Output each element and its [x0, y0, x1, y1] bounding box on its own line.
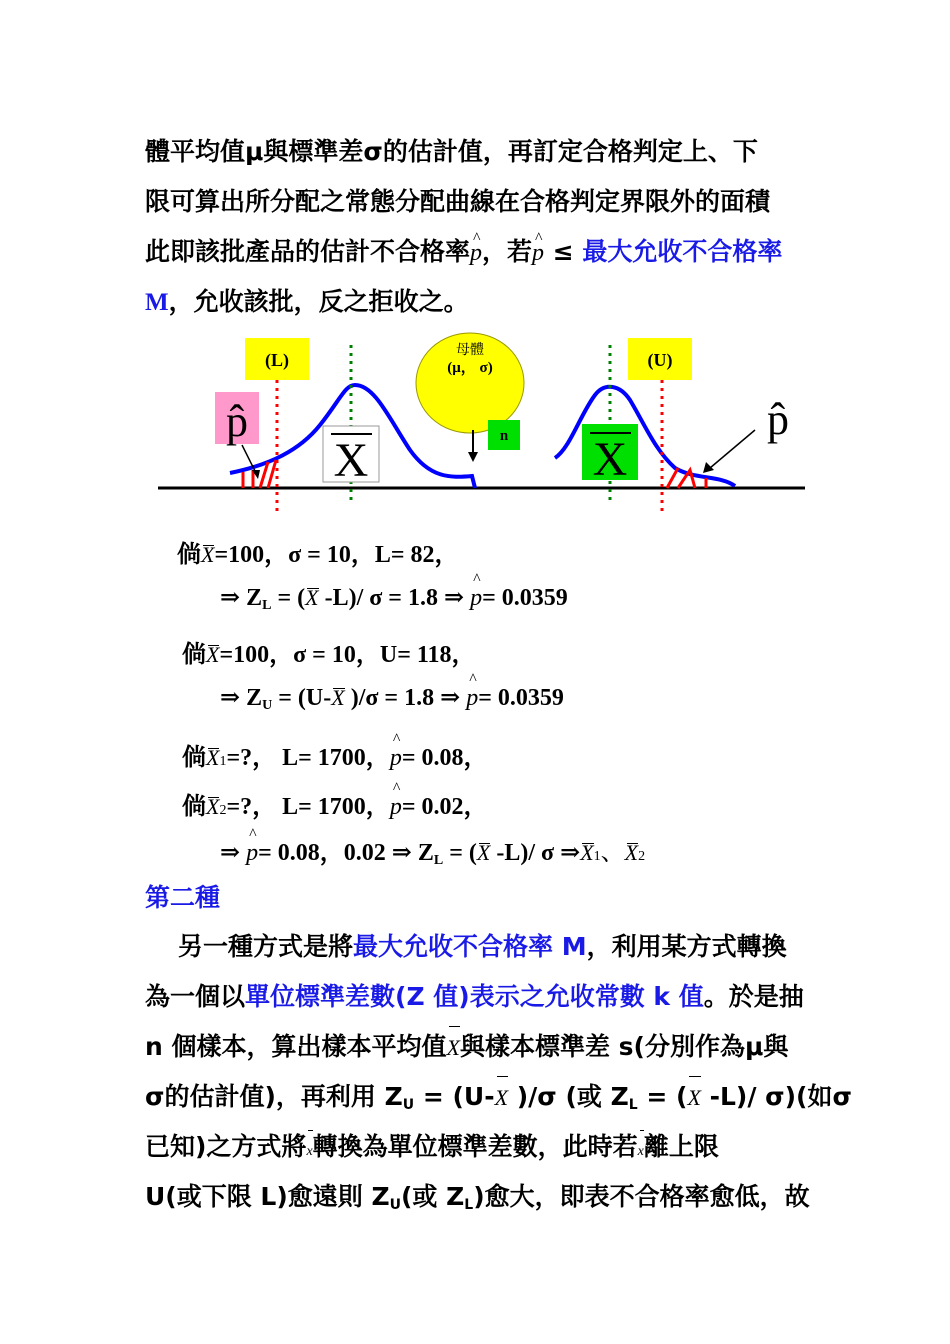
- method-line-1: 另一種方式是將最大允收不合格率 M，利用某方式轉換: [178, 932, 787, 961]
- xbar-symbol: X: [206, 642, 220, 667]
- formula-line-3: 倘X=100，σ = 10，U= 118，: [182, 640, 476, 668]
- xbar-symbol: X: [206, 794, 220, 819]
- xbar-symbol: X: [447, 1023, 460, 1073]
- formula-line-7: ⇒ ^ p= 0.08，0.02 ⇒ $Z_L = (X$ -L)/ σ ⇒X1、X2: [220, 832, 645, 869]
- xbar-symbol: X: [201, 542, 215, 567]
- upper-limit-label: (U): [647, 350, 673, 370]
- xbar-symbol: x: [638, 1127, 644, 1177]
- p-hat-symbol: ^ p: [532, 228, 544, 278]
- p-hat-symbol: ^ p: [466, 685, 478, 712]
- xbar-symbol: X: [495, 1073, 508, 1123]
- max-allowed-defect-rate: 最大允收不合格率: [582, 237, 783, 266]
- p-hat-symbol: ^ p: [390, 745, 402, 772]
- xbar-symbol: X: [580, 840, 594, 865]
- formula-line-1: 倘X=100，σ = 10，L= 82，: [177, 540, 459, 568]
- p-hat-symbol: ^ p: [390, 794, 402, 821]
- intro-paragraph: [145, 127, 810, 327]
- method-line-3: n 個樣本，算出樣本平均值X與樣本標準差 s(分別作為μ與: [145, 1022, 810, 1072]
- normal-distribution-figure: [150, 330, 810, 520]
- xbar-right-symbol: X: [592, 433, 628, 486]
- xbar-symbol: X: [331, 685, 345, 710]
- formula-line-5: 倘X1=?， L= 1700，^ p= 0.08，: [182, 737, 488, 772]
- lower-limit-label: (L): [265, 350, 289, 370]
- xbar-symbol: X: [476, 840, 491, 865]
- intro-line-4: M，允收該批，反之拒收之。: [145, 287, 469, 316]
- intro-line-2: 限可算出所分配之常態分配曲線在合格判定界限外的面積: [145, 187, 771, 216]
- p-hat-symbol: ^ p: [470, 228, 482, 278]
- xbar-symbol: X: [687, 1073, 700, 1123]
- population-params: (μ， σ): [447, 360, 493, 376]
- p-hat-right-symbol: p̂: [767, 395, 789, 444]
- xbar-symbol: X: [624, 840, 639, 865]
- method-line-5: 已知)之方式將x轉換為單位標準差數，此時若x離上限: [145, 1122, 810, 1172]
- method-line-6: U(或下限 L)愈遠則 $Z_U$(或 $Z_L$)愈大，即表不合格率愈低，故: [145, 1182, 810, 1213]
- sample-size-label: n: [499, 428, 509, 444]
- population-title: 母體: [456, 342, 484, 358]
- formula-line-2: ⇒ $Z_L = (X$ -L)/ σ = 1.8 ⇒ ^ p= 0.0359: [220, 582, 568, 614]
- xbar-symbol: X: [305, 585, 319, 610]
- formula-line-6: 倘X2=?， L= 1700，^ p= 0.02，: [182, 786, 488, 821]
- method-line-2: 為一個以單位標準差數(Z 值)表示之允收常數 k 值。於是抽: [145, 982, 804, 1011]
- p-hat-symbol: ^ p: [246, 840, 258, 867]
- intro-line-3: 此即該批產品的估計不合格率^ p，若^ p ≤ 最大允收不合格率: [145, 227, 810, 277]
- method-line-4: σ的估計值)，再利用 $Z_U = (U-X$ )/σ (或 $Z_L = (X$ -L)/ σ)(如σ: [145, 1072, 810, 1122]
- xbar-symbol: x: [306, 1127, 312, 1177]
- p-hat-left-symbol: p̂: [226, 397, 248, 446]
- method-paragraph: [145, 922, 852, 1222]
- intro-line-1: 體平均值μ與標準差σ的估計值，再訂定合格判定上、下: [145, 137, 758, 166]
- xbar-symbol: X: [206, 745, 220, 770]
- formula-line-4: ⇒ $Z_U = (U-X$ )/σ = 1.8 ⇒ ^ p= 0.0359: [220, 682, 564, 714]
- section-title: 第二種: [145, 883, 221, 912]
- xbar-left-symbol: X: [333, 434, 369, 487]
- p-hat-symbol: ^ p: [470, 585, 482, 612]
